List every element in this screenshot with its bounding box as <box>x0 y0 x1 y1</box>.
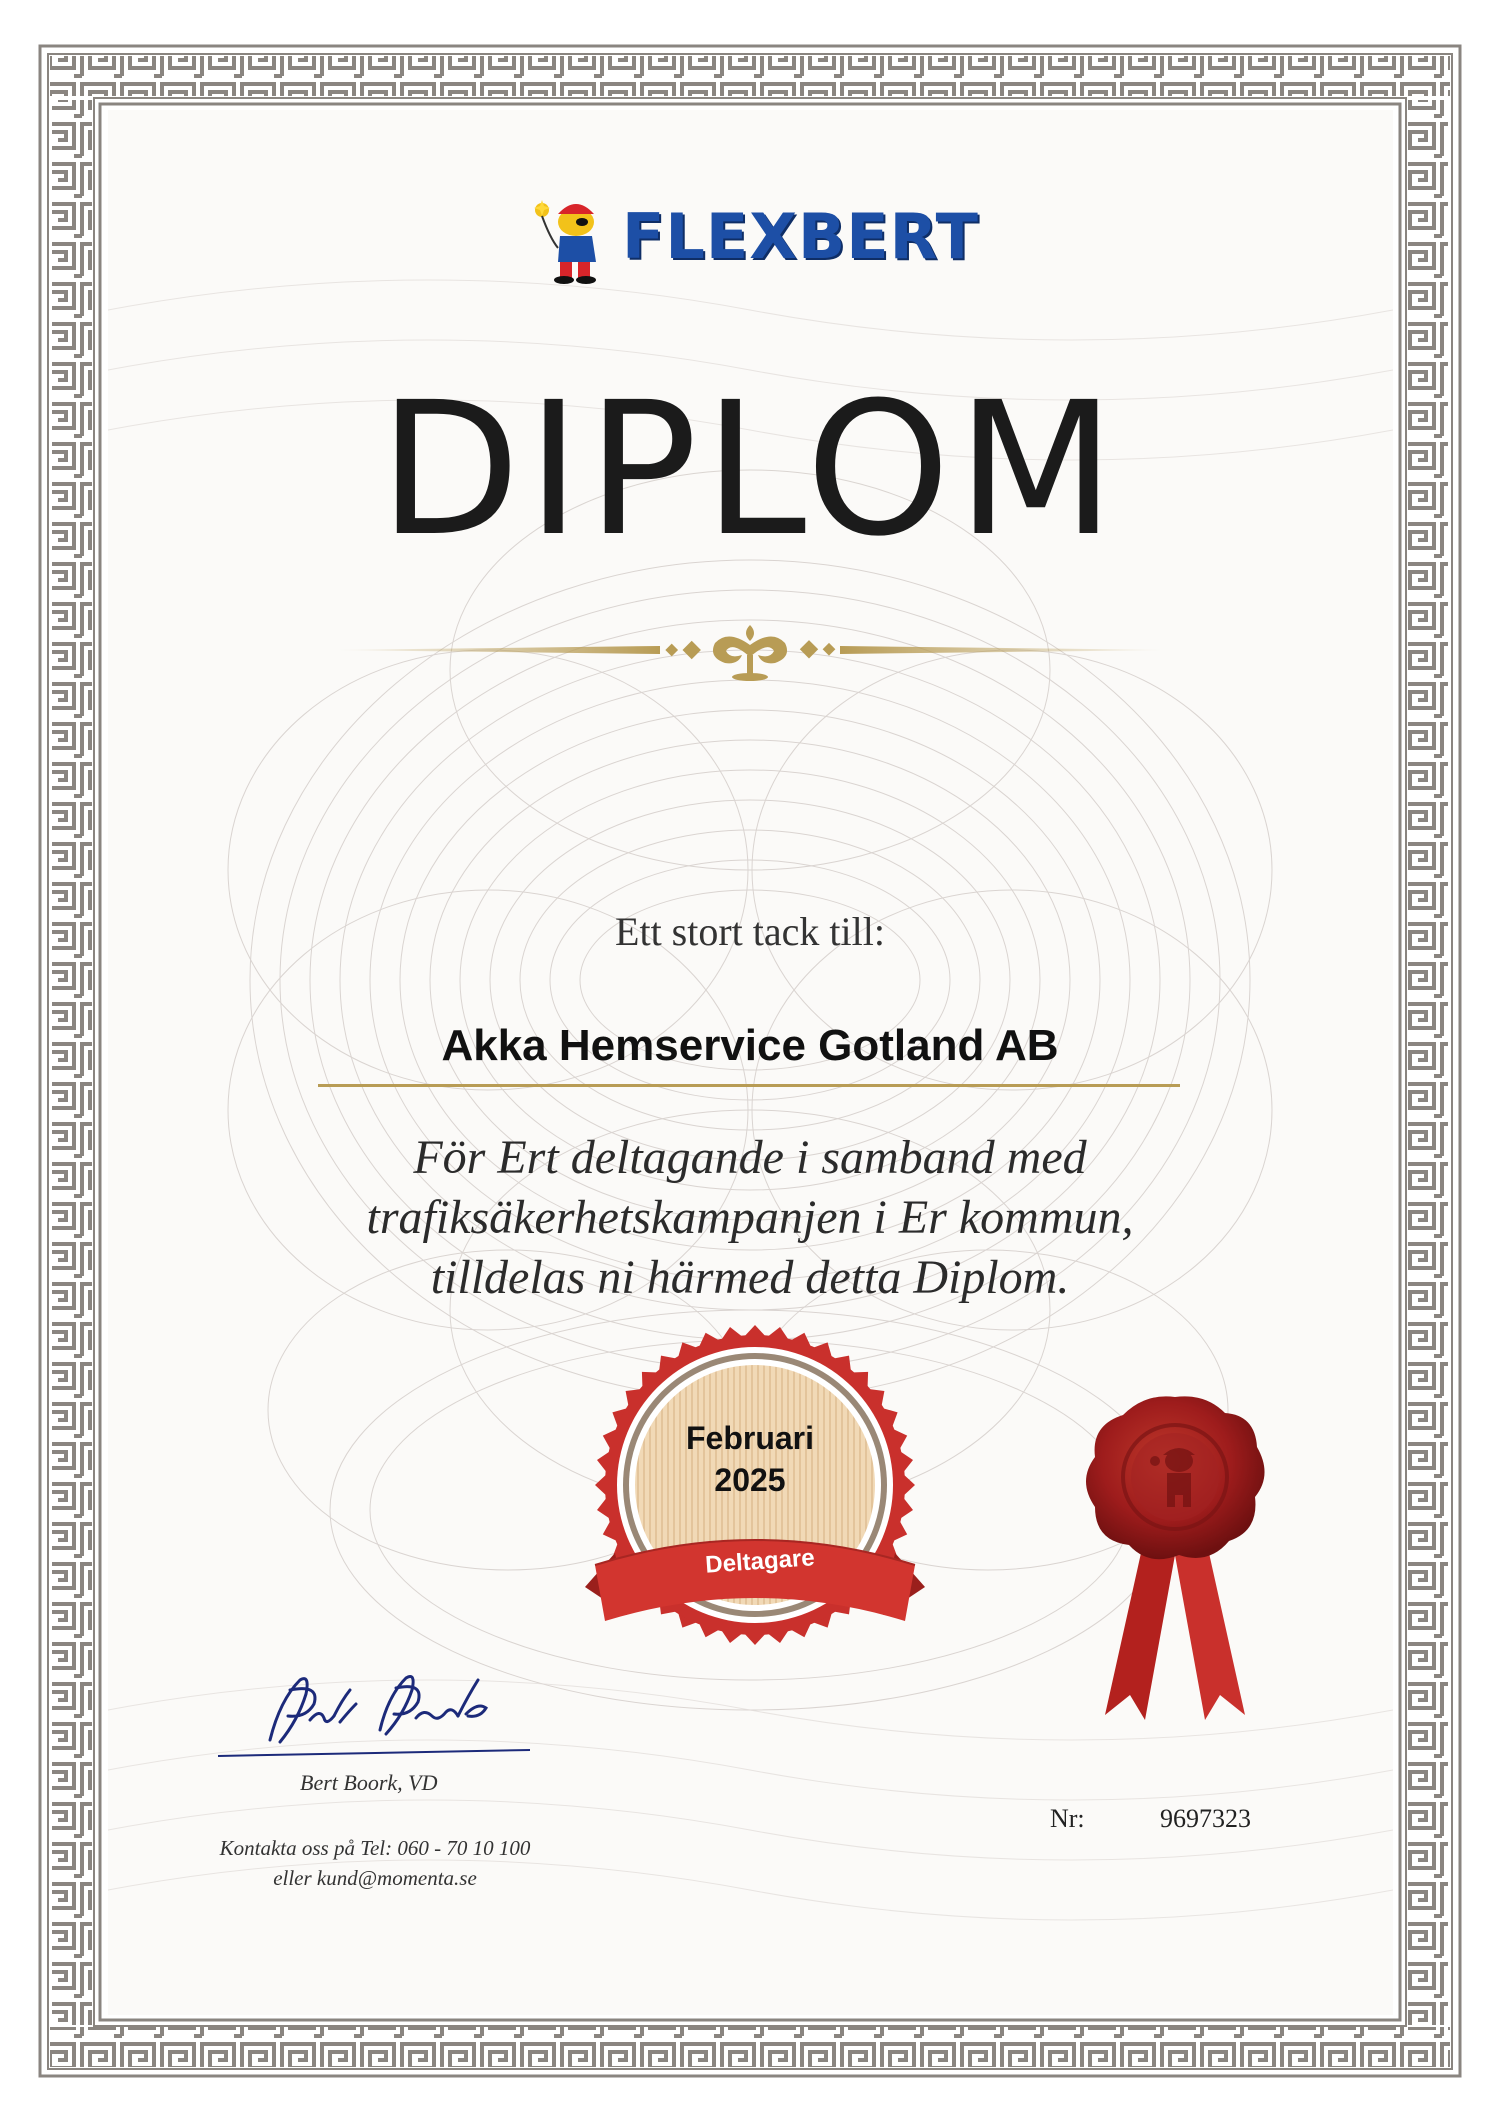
contact-email: eller kund@momenta.se <box>273 1866 477 1890</box>
diploma-title: DIPLOM <box>378 363 1122 577</box>
mascot-logo-icon <box>530 188 620 284</box>
wax-seal-icon <box>1075 1385 1275 1725</box>
badge-ribbon-label: Deltagare <box>704 1544 816 1579</box>
signatory-name: Bert Boork, VD <box>300 1770 438 1795</box>
brand-name: FLEXBERT <box>622 200 979 273</box>
body-line-1: För Ert deltagande i samband med <box>413 1131 1087 1184</box>
contact-phone: Kontakta oss på Tel: 060 - 70 10 100 <box>219 1836 531 1860</box>
recipient-underline <box>318 1084 1180 1087</box>
badge-month: Februari <box>685 1420 815 1456</box>
body-text <box>0 1128 1500 1308</box>
signature-image <box>210 1660 540 1770</box>
body-line-2: trafiksäkerhetskampanjen i Er kommun, <box>366 1191 1134 1244</box>
body-line-3: tilldelas ni härmed detta Diplom. <box>430 1251 1070 1304</box>
recipient-name: Akka Hemservice Gotland AB <box>441 1021 1059 1070</box>
number-value: 9697323 <box>1160 1804 1251 1833</box>
number-label: Nr: <box>1050 1804 1085 1833</box>
contact-info <box>190 1833 560 1893</box>
gold-ornament-divider <box>330 615 1170 685</box>
badge-year: 2025 <box>714 1462 786 1498</box>
flexbert-logo <box>530 188 979 288</box>
thanks-line: Ett stort tack till: <box>615 909 885 954</box>
